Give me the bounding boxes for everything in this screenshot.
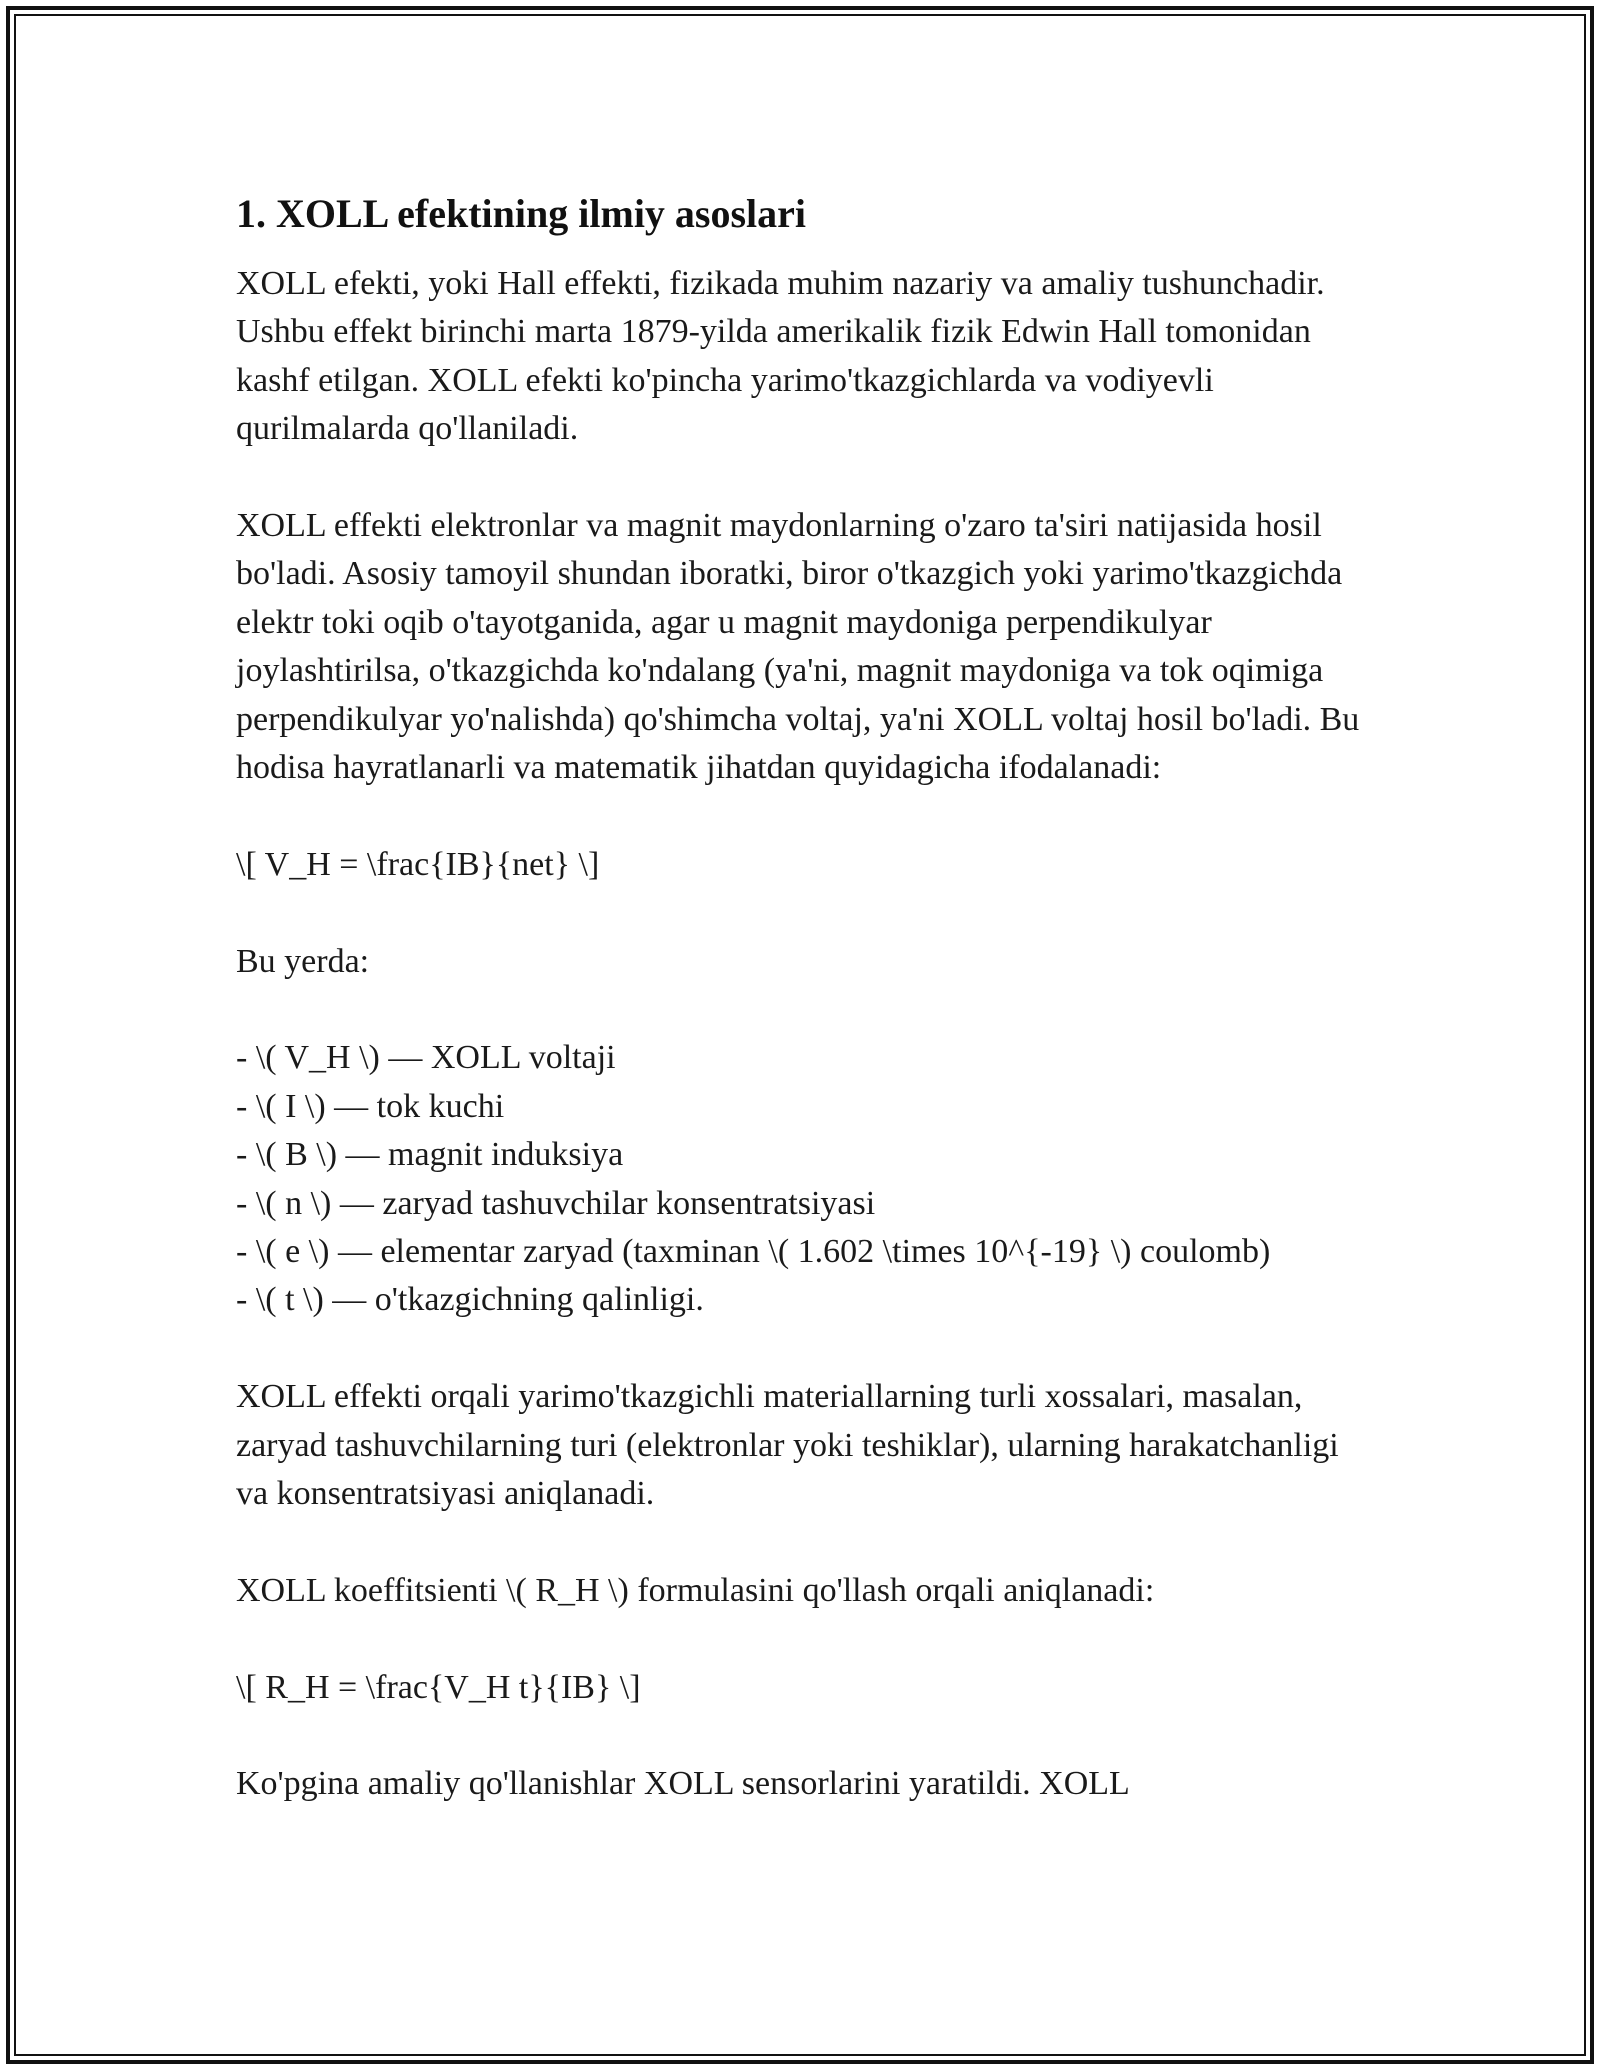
- document-body: [236, 184, 1376, 1857]
- list-item: - \( e \) — elementar zaryad (taxminan \( 1.602 \times 10^{-19} \) coulomb): [236, 1233, 1271, 1271]
- list-item: - \( n \) — zaryad tashuvchilar konsentratsiyasi: [236, 1184, 876, 1222]
- intro-paragraph: XOLL efekti, yoki Hall effekti, fizikada muhim nazariy va amaliy tushunchadir. Ushbu effekt birinchi marta 1879-yilda amerikalik fizik Edwin Hall tomonidan kashf etilgan. XOLL efekti ko'pincha yarimo'tkazgichlarda va vodiyevli qurilmalarda qo'llaniladi.: [236, 265, 1325, 448]
- hall-voltage-formula: \[ V_H = \frac{IB}{net} \]: [236, 845, 600, 883]
- principle-paragraph: XOLL effekti elektronlar va magnit maydonlarning o'zaro ta'siri natijasida hosil bo'ladi. Asosiy tamoyil shundan iboratki, biror o'tkazgich yoki yarimo'tkazgichda elektr toki oqib o'tayotganida, agar u magnit maydoniga perpendikulyar joylashtirilsa, o'tkazgichda ko'ndalang (ya'ni, magnit maydoniga va tok oqimiga perpendikulyar yo'nalishda) qo'shimcha voltaj, ya'ni XOLL voltaj hosil bo'ladi. Bu hodisa hayratlanarli va matematik jihatdan quyidagicha ifodalanadi:: [236, 507, 1360, 787]
- closing-paragraph: Ko'pgina amaliy qo'llanishlar XOLL sensorlarini yaratildi. XOLL: [236, 1765, 1130, 1803]
- list-item: - \( t \) — o'tkazgichning qalinligi.: [236, 1281, 704, 1319]
- applications-paragraph: XOLL effekti orqali yarimo'tkazgichli materiallarning turli xossalari, masalan, zaryad tashuvchilarning turi (elektronlar yoki teshiklar), ularning harakatchanligi va konsentratsiyasi aniqlanadi.: [236, 1378, 1339, 1513]
- list-item: - \( B \) — magnit induksiya: [236, 1136, 624, 1174]
- list-item: - \( V_H \) — XOLL voltaji: [236, 1039, 616, 1077]
- where-label: Bu yerda:: [236, 942, 370, 980]
- variable-list: [236, 1034, 1376, 1324]
- list-item: - \( I \) — tok kuchi: [236, 1087, 505, 1125]
- section-heading: 1. XOLL efektining ilmiy asoslari: [236, 191, 807, 236]
- coefficient-paragraph: XOLL koeffitsienti \( R_H \) formulasini qo'llash orqali aniqlanadi:: [236, 1571, 1155, 1609]
- hall-coefficient-formula: \[ R_H = \frac{V_H t}{IB} \]: [236, 1668, 641, 1706]
